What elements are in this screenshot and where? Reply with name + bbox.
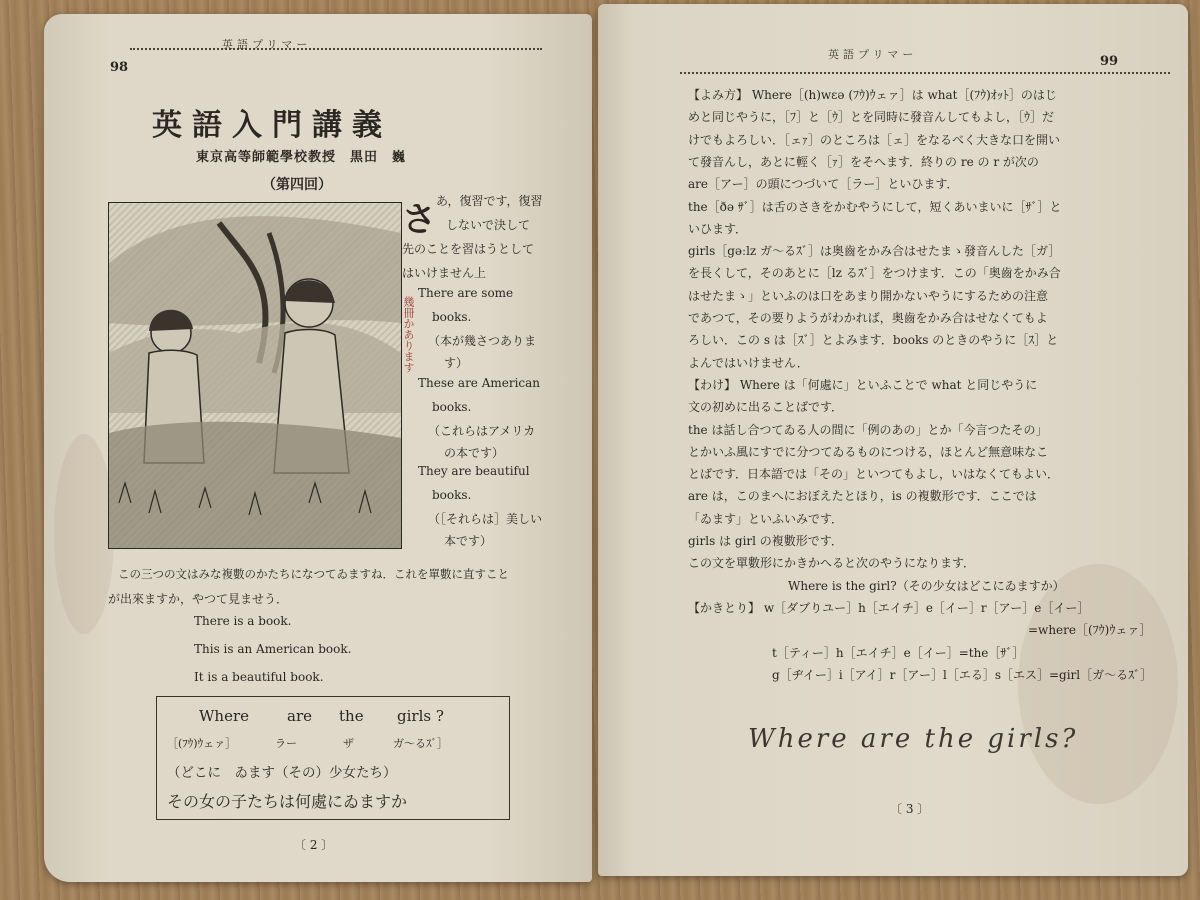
header-ornament (130, 48, 542, 51)
text-line: とばです．日本語では「その」といつてもよし，いはなくてもよい． (688, 467, 1060, 482)
box-word-are: are (287, 707, 312, 725)
running-head: 英語プリマー (828, 48, 918, 61)
box-pron-are: ラー (275, 737, 297, 750)
page-number: 98 (110, 60, 129, 75)
text-line: g［ヂイー］i［アイ］r［アー］l［エる］s［エス］=girl［ガ～るｽﾞ］ (772, 667, 1153, 682)
author-line: 東京高等師範學校教授 黒田 巍 (196, 150, 407, 165)
text-line: めと同じやうに，［ﾌ］と［ｳ］とを同時に發音んしてもよし，［ｳ］だ (688, 110, 1055, 125)
text-line: この文を單數形にかきかへると次のやうになります． (688, 556, 976, 571)
example-3-en-cont: books. (432, 488, 472, 502)
box-word-girls: girls ? (397, 707, 444, 725)
text-line: =where［(ﾌｳ)ｳェァ］ (1028, 623, 1152, 638)
paper-stain (54, 434, 114, 634)
girls-tree-illustration (108, 202, 402, 549)
text-line: 「ゐます」といふいみです． (688, 511, 844, 526)
example-2-jp-cont: の本です） (444, 446, 505, 460)
box-pron-girls: ガ～るｽﾞ］ (393, 737, 448, 750)
intro-line-2: しないで決して (446, 218, 531, 232)
text-line: are［アー］の頭につづいて［ラー］といひます． (688, 177, 959, 192)
right-page (598, 4, 1188, 876)
example-1-en: There are some (418, 286, 514, 300)
running-head: 英語プリマー (222, 38, 312, 51)
body-line-1: この三つの文はみな複數のかたちになつてゐますね．これを單數に直すこと (118, 567, 509, 581)
box-gloss: （どこに ゐます（その）少女たち） (167, 765, 397, 781)
box-pron-where: ［(ﾌｳ)ｳェァ］ (167, 737, 237, 750)
example-3-jp: （［それらは］美しい (428, 512, 543, 526)
intro-line-1: あ，復習です，復習 (436, 194, 543, 208)
illustration-drawing (109, 203, 401, 548)
singular-example-1: There is a book. (194, 614, 292, 628)
text-line: とかいふ風にすでに分つてゐるものにつける，ほとんど無意味なこ (688, 444, 1049, 459)
handwriting-sample: Where are the girls? (748, 724, 1079, 754)
example-1-jp: （本が幾さつありま (428, 334, 537, 348)
text-line: 文の初めに出ることばです． (688, 400, 844, 415)
body-line-2: が出來ますか，やつて見ませう． (108, 592, 289, 606)
key-sentence-box (156, 696, 510, 820)
example-2-en: These are American (418, 376, 541, 390)
text-line: 【かきとり】 w［ダブりユー］h［エイチ］e［イー］r［アー］e［イー］ (688, 600, 1090, 615)
text-line: けでもよろしい．［ェｧ］のところは［ェ］をなるべく大きな口を開い (688, 132, 1061, 147)
example-1-jp-cont: す） (444, 356, 469, 370)
box-word-the: the (339, 707, 364, 725)
text-line: are は，このまへにおぼえたとほり，is の複數形です．ここでは (688, 489, 1037, 504)
text-line: Where is the girl?（その少女はどこにゐますか） (788, 578, 1065, 593)
text-line: はせたまゝ」といふのは口をあまり開かないやうにするための注意 (688, 288, 1049, 303)
example-2-en-cont: books. (432, 400, 472, 414)
header-ornament (680, 72, 1170, 75)
intro-line-4: はいけません上 (402, 266, 487, 280)
example-1-en-cont: books. (432, 310, 472, 324)
intro-line-3: 先のことを習はうとして (402, 242, 535, 256)
page-number: 99 (1100, 54, 1119, 69)
text-line: 【わけ】 Where は「何處に」といふことで what と同じやうに (688, 377, 1038, 392)
intro-initial: さ (402, 200, 436, 240)
text-line: よんではいけません． (688, 355, 809, 370)
singular-example-3: It is a beautiful book. (194, 670, 324, 684)
handwritten-annotation: 幾冊かあります (402, 296, 415, 373)
example-2-jp: （これらはアメリカ (428, 424, 536, 438)
singular-example-2: This is an American book. (194, 642, 352, 656)
text-line: t［ティー］h［エイチ］e［イー］=the［ｻﾞ］ (772, 645, 1025, 660)
text-line: であつて，その要りようがわかれば，奥齒をかみ合はせなくてもよ (688, 311, 1048, 325)
text-line: 【よみ方】 Where［(h)wɛə (ﾌｳ)ｳェァ］は what［(ﾌｳ)ｵｯﾄ］のはじ (688, 88, 1057, 102)
text-line: the は話し合つてゐる人の間に「例のあの」とか「今言つたその」 (688, 422, 1048, 437)
text-line: を長くして，そのあとに［lz るｽﾞ］をつけます．この「奥齒をかみ合 (688, 266, 1061, 281)
text-line: girls［gəːlz ガ～るｽﾞ］は奥齒をかみ合はせたまゝ發音んした［ガ］ (688, 244, 1061, 259)
page-footer: 〔 2 〕 (294, 838, 334, 852)
text-line: the［ðə ｻﾞ］は舌のさきをかむやうにして，短くあいまいに［ｻﾞ］と (688, 199, 1062, 214)
text-line: girls は girl の複數形です． (688, 534, 843, 548)
page-footer: 〔 3 〕 (890, 802, 930, 816)
box-translation: その女の子たちは何處にゐますか (167, 792, 408, 811)
example-3-en: They are beautiful (418, 464, 530, 478)
text-line: ろしい．この s は［ｽﾞ］とよみます．books のときのやうに［ｽ］と (688, 333, 1059, 348)
text-line: て發音んし，あとに輕く［ｧ］をそへます．終りの re の r が次の (688, 154, 1039, 169)
lecture-title: 英語入門講義 (152, 108, 392, 143)
box-pron-the: ザ (343, 737, 354, 750)
text-line: いひます． (688, 221, 748, 236)
session-label: （第四回） (262, 177, 332, 193)
example-3-jp-cont: 本です） (444, 534, 493, 548)
box-word-where: Where (199, 707, 250, 725)
left-page (44, 14, 592, 882)
